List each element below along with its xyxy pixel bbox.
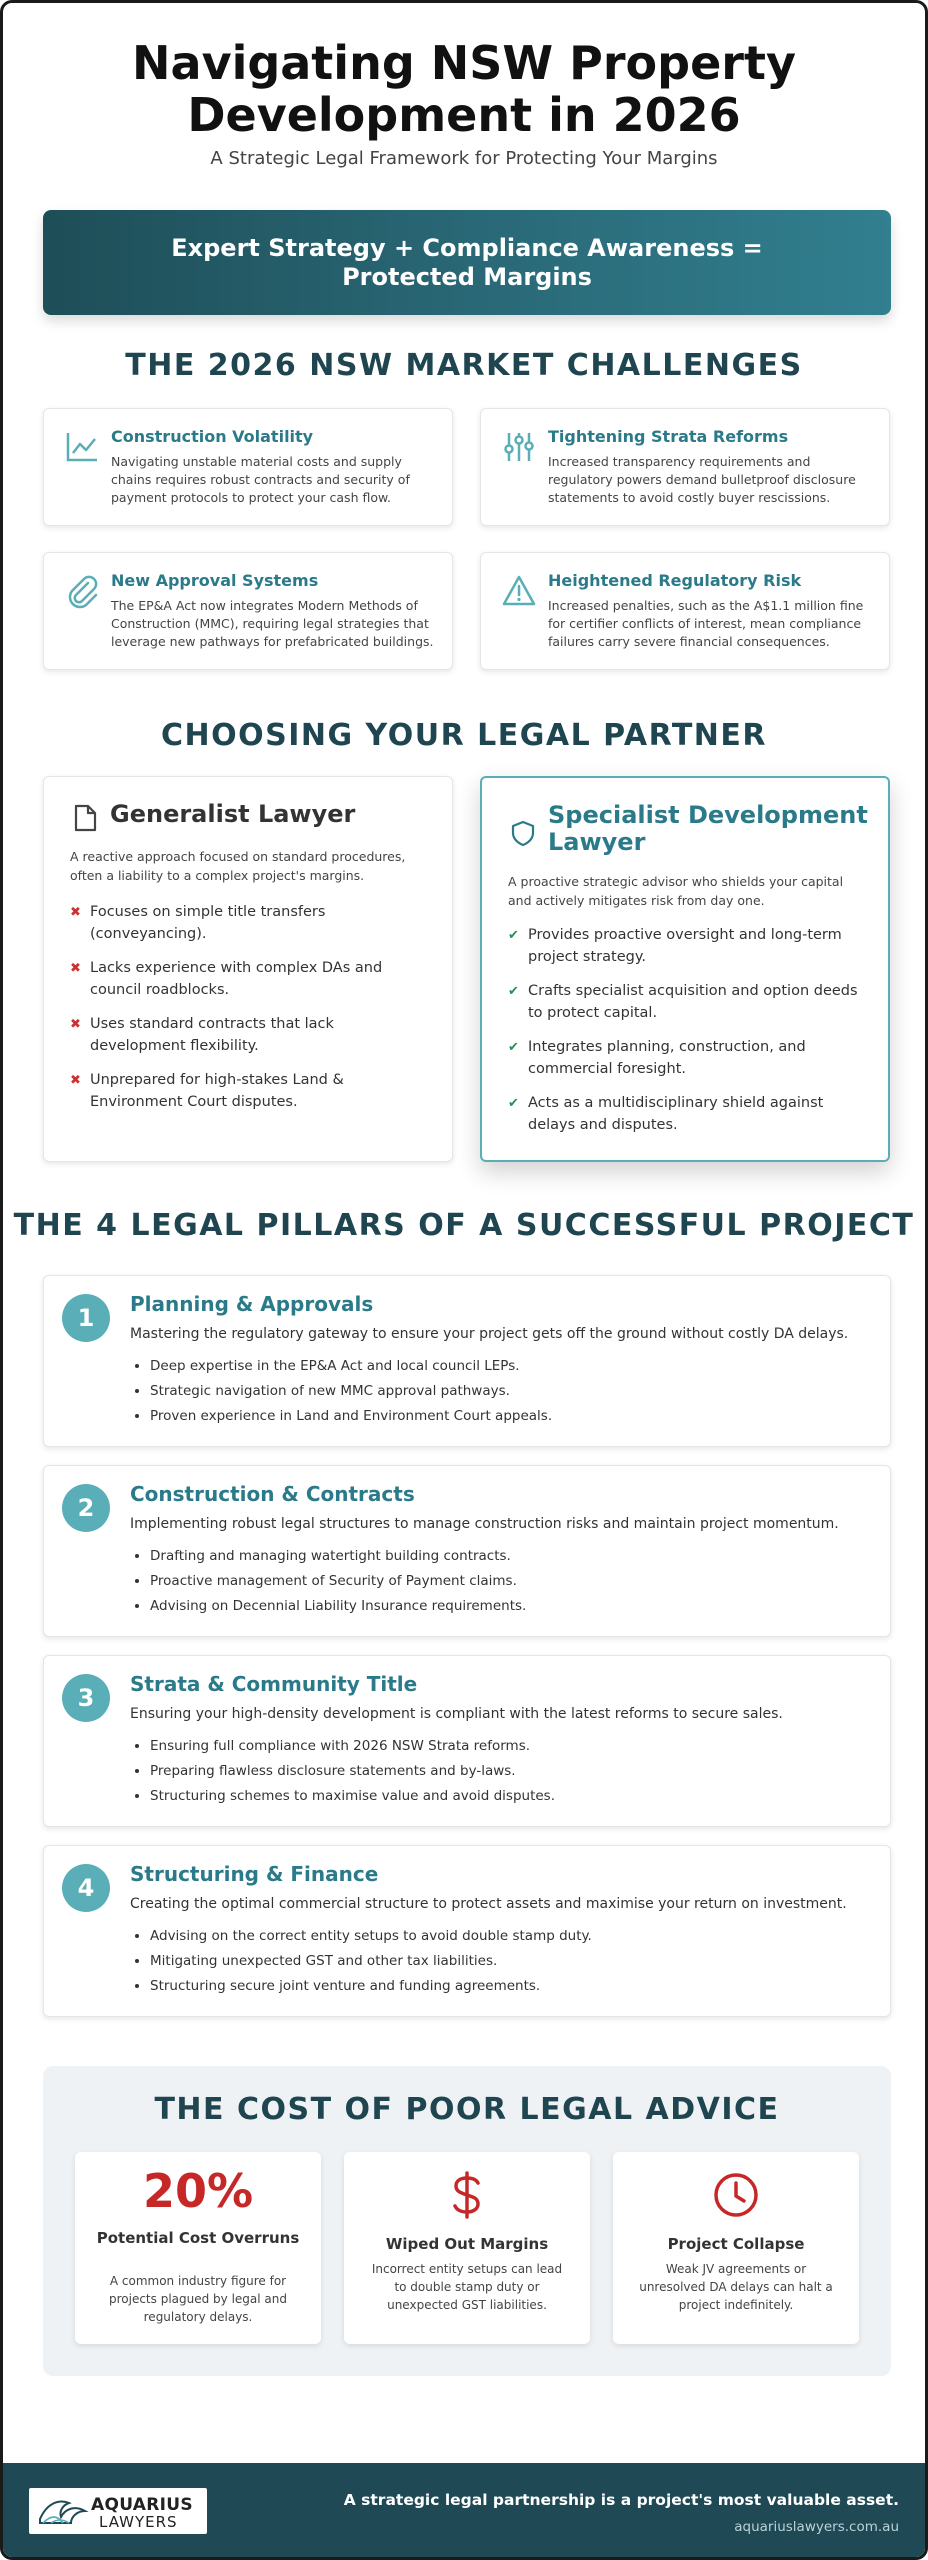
title-line-2: Development in 2026 — [187, 88, 741, 142]
pillar-card-planning — [43, 1275, 891, 1447]
pillar-points — [150, 1734, 870, 1809]
pillar-title: Structuring & Finance — [130, 1862, 379, 1886]
list-item: ✖ Focuses on simple title transfers (conveyancing). — [70, 904, 326, 942]
pillar-title: Strata & Community Title — [130, 1672, 418, 1696]
list-item: ✔ Acts as a multidisciplinary shield against delays and disputes. — [508, 1095, 824, 1133]
specialist-desc: A proactive strategic advisor who shields your capital and actively mitigates risk from day one. — [508, 874, 844, 908]
cost-card-margins — [344, 2152, 590, 2344]
cross-icon: ✖ — [70, 961, 81, 976]
pillar-points — [150, 1924, 870, 1999]
challenge-title: New Approval Systems — [111, 571, 319, 590]
challenge-title: Construction Volatility — [111, 427, 314, 446]
challenge-title: Heightened Regulatory Risk — [548, 571, 802, 590]
generalist-lawyer-card — [43, 776, 453, 1162]
pillar-desc: Implementing robust legal structures to manage construction risks and maintain project momentum. — [130, 1516, 839, 1532]
list-item: ✖ Unprepared for high-stakes Land & Environment Court disputes. — [70, 1072, 344, 1110]
cost-card-text: A common industry figure for projects plagued by legal and regulatory delays. — [108, 2274, 287, 2324]
cost-card-collapse — [613, 2152, 859, 2344]
pillar-points — [150, 1544, 870, 1619]
list-item: • Preparing flawless disclosure statements and by-laws. — [150, 1759, 870, 1784]
cost-heading: THE COST OF POOR LEGAL ADVICE — [154, 2092, 780, 2127]
pillar-card-construction — [43, 1465, 891, 1637]
cost-card-text: Weak JV agreements or unresolved DA delays can halt a project indefinitely. — [639, 2262, 833, 2312]
pillar-title: Construction & Contracts — [130, 1482, 415, 1506]
pillar-card-structuring — [43, 1845, 891, 2017]
list-item: ✔ Crafts specialist acquisition and option deeds to protect capital. — [508, 983, 858, 1021]
formula-banner: Expert Strategy + Compliance Awareness = Protected Margins — [43, 210, 891, 315]
list-item: • Structuring secure joint venture and funding agreements. — [150, 1974, 870, 1999]
pillar-number-badge: 2 — [62, 1484, 110, 1532]
list-item: • Strategic navigation of new MMC approval pathways. — [150, 1379, 870, 1404]
challenge-card-construction-volatility — [43, 408, 453, 526]
generalist-title: Generalist Lawyer — [110, 800, 356, 828]
sliders-icon — [501, 429, 537, 465]
list-item: • Mitigating unexpected GST and other tax liabilities. — [150, 1949, 870, 1974]
cost-card-text: Incorrect entity setups can lead to double stamp duty or unexpected GST liabilities. — [371, 2262, 563, 2312]
list-item: • Deep expertise in the EP&A Act and local council LEPs. — [150, 1354, 870, 1379]
pillar-points — [150, 1354, 870, 1429]
cost-section — [43, 2066, 891, 2376]
check-icon: ✔ — [508, 1040, 519, 1055]
clock-icon — [711, 2170, 761, 2220]
check-icon: ✔ — [508, 928, 519, 943]
page-title — [3, 37, 925, 141]
list-item: ✖ Lacks experience with complex DAs and council roadblocks. — [70, 960, 383, 998]
cross-icon: ✖ — [70, 1073, 81, 1088]
cross-icon: ✖ — [70, 1017, 81, 1032]
pillar-desc: Creating the optimal commercial structure to protect assets and maximise your return on investment. — [130, 1896, 847, 1912]
wave-logo-icon — [37, 2493, 89, 2529]
pillar-number-badge: 3 — [62, 1674, 110, 1722]
challenge-text: Navigating unstable material costs and supply chains requires robust contracts and security of payment protocols to protect your cash flow. — [111, 454, 410, 505]
footer-tagline: A strategic legal partnership is a project's most valuable asset. — [343, 2491, 899, 2509]
list-item: • Structuring schemes to maximise value and avoid disputes. — [150, 1784, 870, 1809]
paperclip-icon — [64, 573, 100, 609]
pillar-card-strata — [43, 1655, 891, 1827]
specialist-title: Specialist Development Lawyer — [548, 801, 868, 856]
cross-icon: ✖ — [70, 905, 81, 920]
list-item: • Ensuring full compliance with 2026 NSW Strata reforms. — [150, 1734, 870, 1759]
list-item: • Advising on the correct entity setups to avoid double stamp duty. — [150, 1924, 870, 1949]
dollar-icon — [442, 2170, 492, 2220]
document-icon — [70, 803, 100, 833]
cost-card-title: Project Collapse — [667, 2235, 805, 2253]
aquarius-logo — [29, 2488, 207, 2534]
pillar-number-badge: 1 — [62, 1294, 110, 1342]
list-item: ✖ Uses standard contracts that lack development flexibility. — [70, 1016, 334, 1054]
challenges-heading: THE 2026 NSW MARKET CHALLENGES — [125, 348, 803, 383]
challenge-card-approval-systems — [43, 552, 453, 670]
list-item: ✔ Integrates planning, construction, and commercial foresight. — [508, 1039, 806, 1077]
footer-website-link[interactable]: aquariuslawyers.com.au — [734, 2519, 899, 2535]
pillar-desc: Mastering the regulatory gateway to ensure your project gets off the ground without costly DA delays. — [130, 1326, 849, 1342]
specialist-lawyer-card — [480, 776, 890, 1162]
title-line-1: Navigating NSW Property — [132, 36, 796, 90]
challenge-text: The EP&A Act now integrates Modern Methods of Construction (MMC), requiring legal strategies that leverage new pathways for prefabricated buildings. — [111, 598, 434, 649]
pillar-desc: Ensuring your high-density development is compliant with the latest reforms to secure sales. — [130, 1706, 783, 1722]
challenge-text: Increased penalties, such as the A$1.1 million fine for certifier conflicts of interest, mean compliance failures carry severe financial consequences. — [548, 598, 864, 649]
generalist-desc: A reactive approach focused on standard procedures, often a liability to a complex project's margins. — [70, 849, 406, 883]
page-subtitle: A Strategic Legal Framework for Protecting Your Margins — [210, 148, 718, 169]
logo-text-aquarius: AQUARIUS — [91, 2495, 193, 2515]
footer — [3, 2463, 925, 2560]
challenge-title: Tightening Strata Reforms — [548, 427, 789, 446]
list-item: • Proactive management of Security of Payment claims. — [150, 1569, 870, 1594]
challenge-card-regulatory-risk — [480, 552, 890, 670]
generalist-points — [70, 901, 426, 1125]
challenge-text: Increased transparency requirements and regulatory powers demand bulletproof disclosure statements to avoid costly buyer rescissions. — [548, 454, 856, 505]
cost-card-overruns — [75, 2152, 321, 2344]
list-item: ✔ Provides proactive oversight and long-term project strategy. — [508, 927, 842, 965]
logo-text-lawyers: LAWYERS — [99, 2513, 178, 2531]
partners-heading: CHOOSING YOUR LEGAL PARTNER — [160, 718, 768, 753]
cost-card-title: Wiped Out Margins — [385, 2235, 549, 2253]
pillar-number-badge: 4 — [62, 1864, 110, 1912]
check-icon: ✔ — [508, 984, 519, 999]
list-item: • Drafting and managing watertight building contracts. — [150, 1544, 870, 1569]
warning-icon — [501, 573, 537, 609]
specialist-points — [508, 924, 862, 1148]
challenge-card-strata-reforms — [480, 408, 890, 526]
shield-icon — [508, 818, 538, 848]
list-item: • Advising on Decennial Liability Insurance requirements. — [150, 1594, 870, 1619]
list-item: • Proven experience in Land and Environment Court appeals. — [150, 1404, 870, 1429]
pillars-heading: THE 4 LEGAL PILLARS OF A SUCCESSFUL PROJECT — [13, 1208, 915, 1243]
line-chart-icon — [64, 429, 100, 465]
cost-stat: 20% — [142, 2164, 254, 2218]
check-icon: ✔ — [508, 1096, 519, 1111]
cost-card-title: Potential Cost Overruns — [96, 2229, 300, 2247]
pillar-title: Planning & Approvals — [130, 1292, 374, 1316]
